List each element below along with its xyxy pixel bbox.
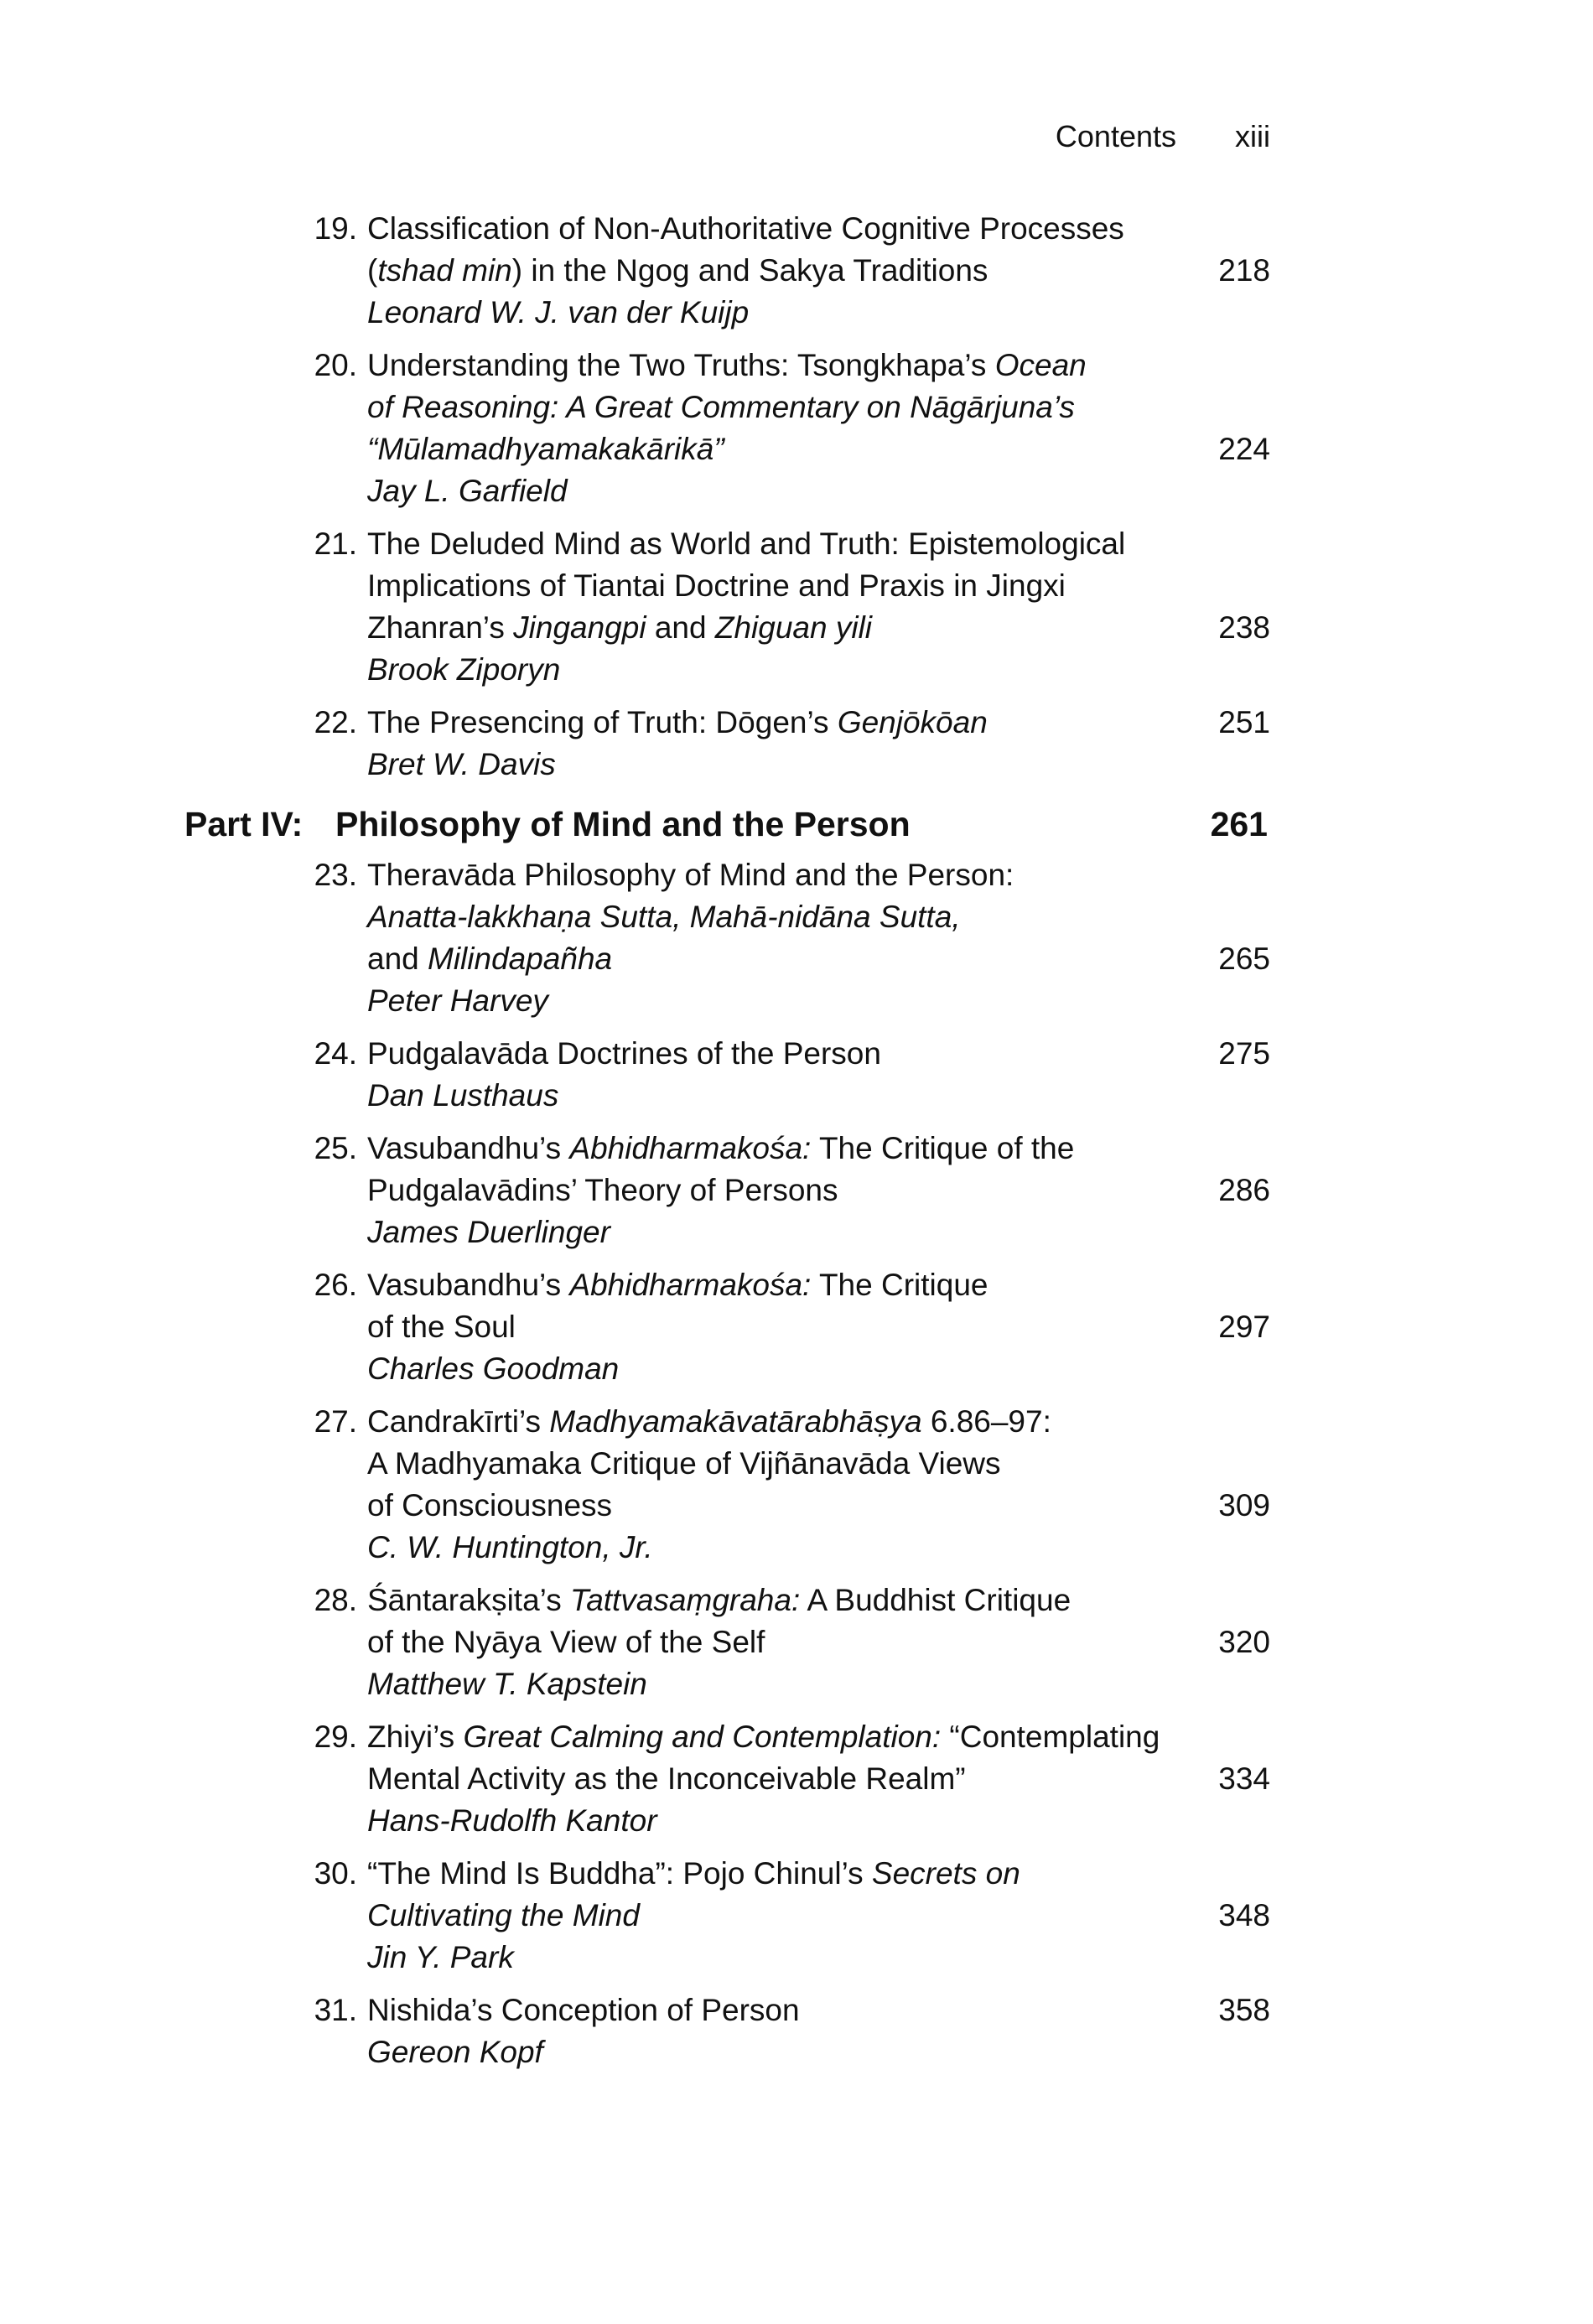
chapter-number: 26. <box>314 1268 357 1302</box>
chapter-number: 22. <box>314 705 357 739</box>
chapter-page-number: 265 <box>1218 942 1270 976</box>
title-segment: Nishida’s Conception of Person <box>367 1993 800 2027</box>
title-line <box>367 1128 1172 1170</box>
italic-title-segment: Great Calming and Contemplation: <box>463 1720 942 1754</box>
title-segment: and <box>367 942 428 976</box>
chapter-page-number: 275 <box>1218 1036 1270 1071</box>
chapter-title <box>367 702 1172 786</box>
title-segment: of the Soul <box>367 1310 516 1344</box>
title-line <box>367 702 1172 744</box>
title-line <box>367 1264 1172 1306</box>
title-line <box>367 1033 1172 1075</box>
title-segment: Pudgalavāda Doctrines of the Person <box>367 1036 881 1071</box>
title-segment: Mental Activity as the Inconceivable Realm” <box>367 1761 966 1796</box>
chapter-author: Brook Ziporyn <box>367 652 561 687</box>
italic-title-segment: tshad min <box>377 253 512 288</box>
chapter-title <box>367 1033 1172 1117</box>
italic-title-segment: “Mūlamadhyamakakārikā” <box>367 432 724 466</box>
title-segment: “Contemplating <box>941 1720 1160 1754</box>
title-segment: The Deluded Mind as World and Truth: Epistemological <box>367 527 1126 561</box>
chapter-title <box>367 1989 1172 2073</box>
chapter-title <box>367 1264 1172 1390</box>
title-segment: Understanding the Two Truths: Tsongkhapa’s <box>367 348 995 382</box>
chapter-number: 24. <box>314 1036 357 1071</box>
title-segment: ) in the Ngog and Sakya Traditions <box>511 253 988 288</box>
chapter-page-number: 218 <box>1218 253 1270 288</box>
chapter-title <box>367 1128 1172 1253</box>
chapter-number: 23. <box>314 858 357 892</box>
title-segment: Theravāda Philosophy of Mind and the Person: <box>367 858 1014 892</box>
title-line <box>367 428 1172 470</box>
title-line <box>367 1401 1172 1443</box>
title-line <box>367 1485 1172 1527</box>
chapter-title <box>367 523 1172 691</box>
chapter-author: Bret W. Davis <box>367 747 556 781</box>
title-segment: A Madhyamaka Critique of Vijñānavāda Views <box>367 1446 1001 1481</box>
chapter-number: 31. <box>314 1993 357 2027</box>
title-line <box>367 1621 1172 1663</box>
italic-title-segment: Jingangpi <box>513 610 646 645</box>
title-segment: The Critique <box>811 1268 988 1302</box>
title-segment: Candrakīrti’s <box>367 1404 550 1439</box>
chapter-number: 29. <box>314 1720 357 1754</box>
chapter-number: 25. <box>314 1131 357 1165</box>
title-line <box>367 523 1172 565</box>
chapter-author: Peter Harvey <box>367 983 548 1018</box>
chapter-number: 27. <box>314 1404 357 1439</box>
italic-title-segment: Secrets on <box>871 1856 1020 1891</box>
chapter-page-number: 297 <box>1218 1310 1270 1344</box>
title-line <box>367 208 1172 250</box>
title-line <box>367 1443 1172 1485</box>
title-segment: The Critique of the <box>811 1131 1075 1165</box>
italic-title-segment: Ocean <box>994 348 1087 382</box>
chapter-number: 21. <box>314 527 357 561</box>
chapter-author: Jay L. Garfield <box>367 474 568 508</box>
title-segment: Pudgalavādins’ Theory of Persons <box>367 1173 838 1207</box>
italic-title-segment: Abhidharmakośa: <box>569 1268 812 1302</box>
title-line <box>367 1716 1172 1758</box>
chapter-number: 28. <box>314 1583 357 1617</box>
title-segment: Implications of Tiantai Doctrine and Praxis in Jingxi <box>367 568 1066 603</box>
title-line <box>367 1853 1172 1895</box>
part-page-number: 261 <box>1210 805 1268 843</box>
chapter-title <box>367 1401 1172 1569</box>
italic-title-segment: Genjōkōan <box>837 705 988 739</box>
chapter-author: C. W. Huntington, Jr. <box>367 1530 653 1564</box>
chapter-author: James Duerlinger <box>367 1215 610 1249</box>
title-segment: of the Nyāya View of the Self <box>367 1625 765 1659</box>
chapter-author: Hans-Rudolfh Kantor <box>367 1803 657 1838</box>
title-segment: A Buddhist Critique <box>800 1583 1072 1617</box>
chapter-page-number: 358 <box>1218 1993 1270 2027</box>
chapter-title <box>367 1716 1172 1842</box>
chapter-author: Gereon Kopf <box>367 2035 543 2069</box>
chapter-page-number: 334 <box>1218 1761 1270 1796</box>
italic-title-segment: Tattvasaṃgraha: <box>570 1583 801 1617</box>
italic-title-segment: of Reasoning: A Great Commentary on Nāgārjuna’s <box>367 390 1075 424</box>
title-segment: 6.86–97: <box>921 1404 1051 1439</box>
title-segment: Vasubandhu’s <box>367 1268 570 1302</box>
chapter-author: Matthew T. Kapstein <box>367 1667 647 1701</box>
chapter-number: 30. <box>314 1856 357 1891</box>
italic-title-segment: Milindapañha <box>428 942 613 976</box>
italic-title-segment: Cultivating the Mind <box>367 1898 640 1932</box>
chapter-page-number: 309 <box>1218 1488 1270 1523</box>
title-line <box>367 1580 1172 1621</box>
title-line <box>367 1170 1172 1211</box>
chapter-number: 19. <box>314 211 357 246</box>
chapter-title <box>367 208 1172 334</box>
title-line <box>367 1306 1172 1348</box>
chapter-title <box>367 854 1172 1022</box>
title-segment: Zhiyi’s <box>367 1720 464 1754</box>
title-segment: The Presencing of Truth: Dōgen’s <box>367 705 838 739</box>
chapter-title <box>367 345 1172 512</box>
title-segment: “The Mind Is Buddha”: Pojo Chinul’s <box>367 1856 872 1891</box>
title-segment: Śāntarakṣita’s <box>367 1583 570 1617</box>
title-line <box>367 854 1172 896</box>
italic-title-segment: Anatta-lakkhaṇa Sutta, Mahā-nidāna Sutta, <box>367 900 961 934</box>
title-line <box>367 1758 1172 1800</box>
chapter-title <box>367 1580 1172 1705</box>
title-line <box>367 1895 1172 1937</box>
title-segment: ( <box>367 253 378 288</box>
chapter-title <box>367 1853 1172 1979</box>
running-header <box>1056 119 1270 154</box>
title-line <box>367 1989 1172 2031</box>
part-label: Part IV: <box>184 805 304 843</box>
chapter-author: Charles Goodman <box>367 1351 620 1386</box>
title-line <box>367 250 1172 292</box>
title-line <box>367 565 1172 607</box>
title-segment: and <box>646 610 715 645</box>
chapter-page-number: 286 <box>1218 1173 1270 1207</box>
italic-title-segment: Madhyamakāvatārabhāṣya <box>549 1404 922 1439</box>
chapter-author: Dan Lusthaus <box>367 1078 559 1113</box>
chapter-page-number: 224 <box>1218 432 1270 466</box>
chapter-page-number: 348 <box>1218 1898 1270 1932</box>
chapter-page-number: 320 <box>1218 1625 1270 1659</box>
chapter-author: Jin Y. Park <box>367 1940 514 1974</box>
chapter-page-number: 251 <box>1218 705 1270 739</box>
title-segment: of Consciousness <box>367 1488 613 1523</box>
title-line <box>367 607 1172 649</box>
title-segment: Classification of Non-Authoritative Cognitive Processes <box>367 211 1124 246</box>
chapter-number: 20. <box>314 348 357 382</box>
title-segment: Vasubandhu’s <box>367 1131 570 1165</box>
title-line <box>367 345 1172 386</box>
title-line <box>367 938 1172 980</box>
chapter-page-number: 238 <box>1218 610 1270 645</box>
header-section: Contents <box>1055 119 1176 153</box>
chapter-author: Leonard W. J. van der Kuijp <box>367 295 750 329</box>
part-title: Philosophy of Mind and the Person <box>335 805 911 843</box>
title-line <box>367 386 1172 428</box>
title-segment: Zhanran’s <box>367 610 514 645</box>
italic-title-segment: Zhiguan yili <box>714 610 873 645</box>
title-line <box>367 896 1172 938</box>
italic-title-segment: Abhidharmakośa: <box>569 1131 812 1165</box>
header-page-number: xiii <box>1235 119 1270 153</box>
